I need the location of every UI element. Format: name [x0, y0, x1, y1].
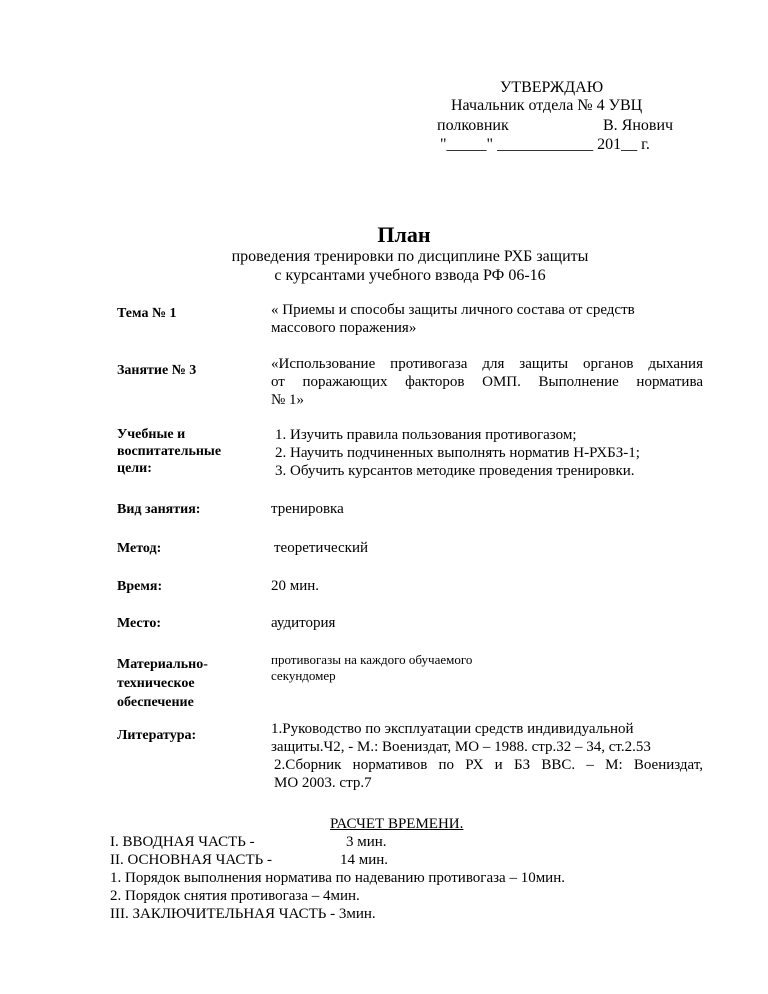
- literature-line: 2.Сборник нормативов по РХ и БЗ ВВС. – М: Воениздат,: [274, 757, 703, 773]
- approval-position: Начальник отдела № 4 УВЦ: [451, 97, 643, 114]
- time-calc-heading: РАСЧЕТ ВРЕМЕНИ.: [330, 816, 464, 832]
- lesson-type-label: Вид занятия:: [117, 502, 201, 517]
- main-part-label: II. ОСНОВНАЯ ЧАСТЬ -: [110, 852, 272, 868]
- goals-label: [117, 426, 221, 477]
- literature-list: [271, 720, 703, 792]
- goal-item: 1. Изучить правила пользования противогазом;: [275, 427, 577, 443]
- materials-item: противогазы на каждого обучаемого: [271, 652, 473, 667]
- literature-line: 1.Руководство по эксплуатации средств индивидуальной: [271, 721, 634, 737]
- lesson-value: [271, 355, 703, 409]
- topic-value: [271, 301, 635, 337]
- plan-subtitle-1: проведения тренировки по дисциплине РХБ защиты: [231, 248, 589, 265]
- approval-name: В. Янович: [603, 117, 674, 134]
- lesson-line: от поражающих факторов ОМП. Выполнение норматива: [271, 374, 703, 390]
- lesson-label: Занятие № 3: [117, 363, 197, 378]
- lesson-line: «Использование противогаза для защиты органов дыхания: [271, 356, 703, 372]
- topic-line: « Приемы и способы защиты личного состава от средств: [271, 302, 635, 318]
- literature-line: защиты.Ч2, - М.: Воениздат, МО – 1988. стр.32 – 34, ст.2.53: [271, 739, 651, 755]
- materials-label: [117, 655, 208, 712]
- goal-item: 3. Обучить курсантов методике проведения тренировки.: [275, 463, 635, 479]
- place-label: Место:: [117, 616, 161, 631]
- method-value: теоретический: [274, 540, 369, 556]
- topic-line: массового поражения»: [271, 320, 417, 336]
- goals-label-line: воспитательные: [117, 444, 222, 459]
- time-label: Время:: [117, 579, 163, 594]
- time-value: 20 мин.: [271, 578, 320, 594]
- main-part-step-1: 1. Порядок выполнения норматива по надеванию противогаза – 10мин.: [110, 870, 565, 886]
- goals-label-line: Учебные и: [117, 427, 186, 442]
- place-value: аудитория: [271, 615, 336, 631]
- page-title: План: [377, 222, 431, 247]
- approval-heading: УТВЕРЖДАЮ: [500, 79, 604, 96]
- goal-item: 2. Научить подчиненных выполнять норматив Н-РХБЗ-1;: [275, 445, 640, 461]
- materials-label-line: обеспечение: [117, 695, 194, 710]
- materials-list: [271, 652, 472, 684]
- materials-label-line: техническое: [117, 676, 195, 691]
- goals-list: [271, 426, 640, 480]
- method-label: Метод:: [117, 541, 162, 556]
- approval-rank: полковник: [437, 117, 509, 134]
- literature-line: МО 2003. стр.7: [274, 775, 372, 791]
- intro-part-label: I. ВВОДНАЯ ЧАСТЬ -: [110, 834, 255, 850]
- topic-label: Тема № 1: [117, 306, 177, 321]
- plan-subtitle-2: с курсантами учебного взвода РФ 06-16: [274, 267, 546, 284]
- materials-item: секундомер: [271, 668, 336, 683]
- lesson-type-value: тренировка: [271, 501, 344, 517]
- intro-part-value: 3 мин.: [346, 834, 387, 850]
- approval-date-line: "_____" ____________ 201__ г.: [440, 136, 650, 153]
- lesson-line: № 1»: [271, 392, 305, 408]
- main-part-value: 14 мин.: [340, 852, 389, 868]
- main-part-step-2: 2. Порядок снятия противогаза – 4мин.: [110, 888, 360, 904]
- materials-label-line: Материально-: [117, 657, 208, 672]
- goals-label-line: цели:: [117, 461, 152, 476]
- final-part: III. ЗАКЛЮЧИТЕЛЬНАЯ ЧАСТЬ - 3мин.: [110, 906, 376, 922]
- literature-label: Литература:: [117, 728, 197, 743]
